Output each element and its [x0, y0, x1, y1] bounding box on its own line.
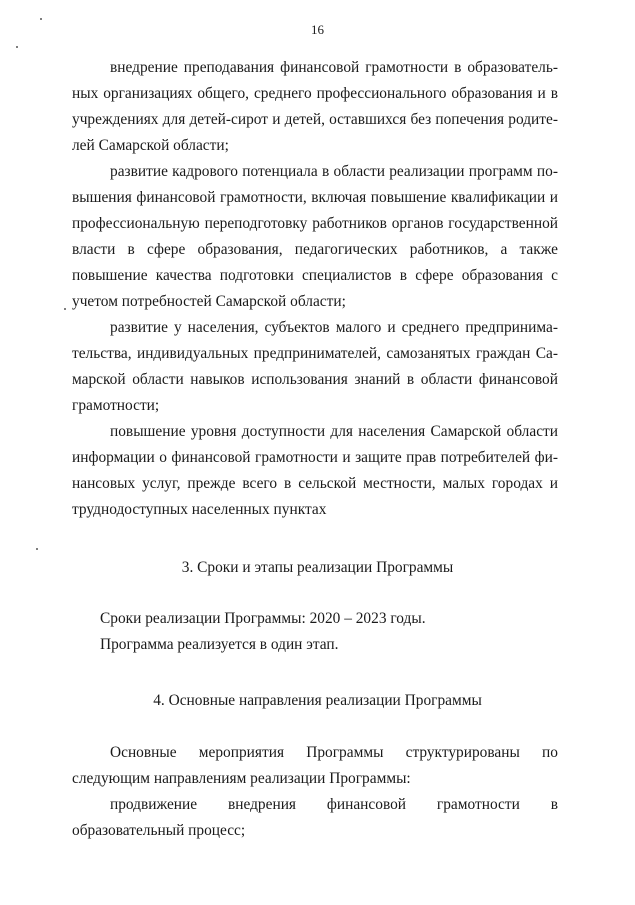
- paragraph: повышение уровня доступности для населения Самарской области информации о финансовой грамотности и защите прав потребителей финансовых услуг, прежде всего в сельской местности, малых городах и труднодоступных населенных пунктах: [72, 423, 558, 518]
- section-2-text: [72, 55, 558, 523]
- section-4-text: [72, 740, 558, 844]
- scan-speck: [40, 18, 42, 20]
- scan-speck: [36, 548, 38, 550]
- paragraph: развитие у населения, субъектов малого и среднего предпринимательства, индивидуальных предпринимателей, самозанятых граждан Самарской области навыков использования знаний в области финансовой грамотности;: [72, 319, 558, 414]
- section-3-heading: 3. Сроки и этапы реализации Программы: [181, 559, 454, 576]
- paragraph: внедрение преподавания финансовой грамотности в образовательных организациях общего, среднего профессионального образования и в учреждениях для детей-сирот и детей, оставшихся без попечения родителей Самарской области;: [72, 59, 558, 154]
- section-4-heading: 4. Основные направления реализации Программы: [153, 692, 482, 709]
- scan-speck: [64, 308, 66, 310]
- paragraph: Основные мероприятия Программы структурированы по следующим направлениям реализации Программы:: [72, 744, 558, 787]
- paragraph: развитие кадрового потенциала в области реализации программ повышения финансовой грамотности, включая повышение квалификации и профессиональную переподготовку работников органов государственной власти в сфере образования, педагогических работников, а также повышение качества подготовки специалистов в сфере образования с учетом потребностей Самарской области;: [72, 163, 558, 310]
- paragraph: продвижение внедрения финансовой грамотности в образовательный процесс;: [72, 796, 558, 839]
- program-stage-line: Программа реализуется в один этап.: [100, 636, 339, 653]
- program-period-line: Сроки реализации Программы: 2020 – 2023 годы.: [100, 610, 426, 627]
- page-number: 16: [311, 22, 324, 37]
- scan-speck: [16, 46, 18, 48]
